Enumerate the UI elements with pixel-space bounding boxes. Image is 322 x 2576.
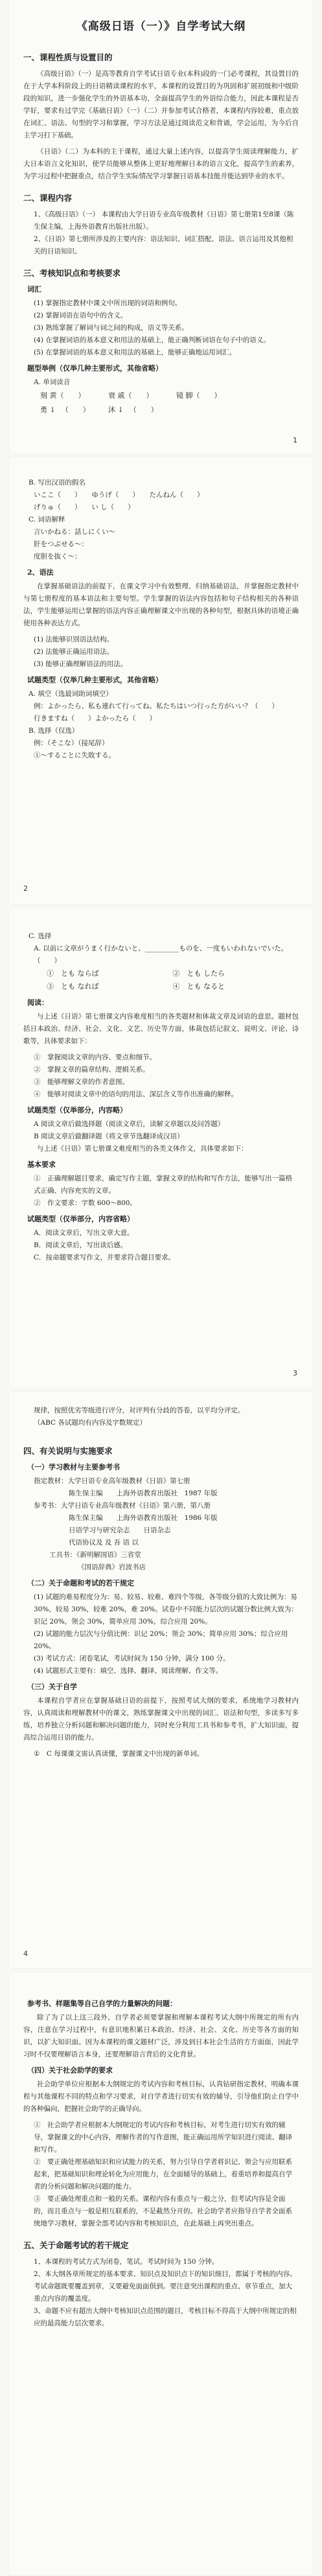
subheading: （四）关于社会助学的要求 <box>27 2066 113 2075</box>
document-page-2 <box>9 457 313 904</box>
list-item: (2) 法能够正确运用语法。 <box>34 648 114 656</box>
choice: ① とも ならば <box>47 969 99 978</box>
section-heading: 三、考核知识点和考核要求 <box>23 268 121 278</box>
paragraph: 1、《高级日语》（一） 本课程由大学日语专业高年级教材《日语》第七册第1至8课（陈生保主编，上海外语教育出版社出版）。 <box>34 211 294 231</box>
subheading: 题型举例（仅举几种主要形式，其他省略） <box>27 364 163 373</box>
page-number: 4 <box>23 1949 28 1958</box>
subheading: 词汇 <box>27 285 41 293</box>
paragraph: 除了为了以上这三段外，自学者必须要掌握和理解本课程考试大纲中所规定的所有内容，注意在学习过程中，有意识地积累日本政治、经济、社会、文化、历史等各方面的知识，以扩大知识面。因为本课程的课文题材广泛，涉及到日本社会生活的方方面面，因此学习时不仅要理解语言本身，还要理解语言背后的文化背景。 <box>23 2014 299 2058</box>
list-item: ③ 能够理解文章的作者意图。 <box>34 1078 129 1086</box>
list-item: ④ 能够对阅读文章中的语句的用法、深层含义等作出准确的解释。 <box>34 1090 238 1098</box>
list-item: (3) 熟练掌握了解词与词之间的构成，语义等关系。 <box>34 324 189 332</box>
list-item: B 阅读文章后做翻译题（将文章节选翻译成汉语） <box>34 1133 184 1140</box>
list-item: 工具书：《新明解国语》三省堂 <box>49 1551 141 1559</box>
document-page-1 <box>9 0 313 454</box>
list-item: 3、命题不应有超出大纲中考核知识点范围的题目，考核目标不得高于大纲中所规定的相应的最高能力层次要求。 <box>34 2307 297 2327</box>
list-item: 《国语辞典》岩波书店 <box>78 1563 146 1571</box>
list-item: A 阅读文章后做选择题（阅读文章后，读解文章题以及问答题） <box>34 1120 225 1128</box>
list-item: 参考书：大学日语专业高年级教材《日语》第六册，第八册 <box>34 1502 211 1510</box>
subheading: 试题类型（仅举部分，内容略） <box>27 1106 127 1114</box>
exam-item: A. 单词读音 <box>34 378 71 386</box>
list-item: 陈生保主编 上海外语教育出版社 1986 年版 <box>69 1514 218 1522</box>
list-item: ① 掌握阅读文章的内容、要点和细节。 <box>34 1053 156 1061</box>
subheading: （一）学习教材与主要参考书 <box>27 1463 120 1471</box>
page-number: 1 <box>293 436 297 444</box>
vocab-item: 衰 戚（ ） <box>108 391 154 400</box>
exam-item: B. 写出汉语的假名 <box>29 479 86 487</box>
list-item: 指定教材：大学日语专业高年级教材《日语》第七册 <box>34 1477 190 1485</box>
list-item: A．阅读文章后，写出文章大意。 <box>34 1229 134 1237</box>
exam-line: 行きますね（ ）よかったら（ ） <box>34 715 156 722</box>
section-heading: 一、课程性质与设置目的 <box>23 52 113 62</box>
list-item: C．按命题要求写作文，并要求符合题目要求。 <box>34 1254 176 1261</box>
subheading: 基本要求 <box>27 1160 56 1169</box>
vocab-item: 刻 黄（ ） <box>40 391 86 400</box>
list-item: (1) 试题的难易程度分为：易、较易、较难、难四个等级，各等级分值的大致比例为：易 30%，较易 30%，较难 20%，难 20%。试卷中不同能力层次的试题分数比例大致为：识记 20%，领会 30%，简单应用 30%，综合应用 20%。 <box>34 1593 298 1626</box>
subheading: 2、语法 <box>27 568 54 577</box>
exam-line: A. 以前に文章がうまく行かないと、__________ものを、一度もいわれないでいた。（ ） <box>34 945 288 965</box>
paragraph: 《高级日语》（一）是高等教育自学考试日语专业(本科)段的一门必考课程，其设置目的在于大学本科阶段上的日语精读课程的水平，本课程的设置目的为巩固和扩展初级和中级阶段的知识，进一步强化学生的外语基本功，全面提高学生的外语综合能力，因此本课程是否学好，要求有过学完《基础日语》（一）（二）并参加考试合格者，本课程内容较难，重点放在词汇、语法、句型的学习和掌握，学习方法是通过阅读范文和背诵，学会运用，为今后自主学习打下基础。 <box>23 70 299 139</box>
choice: ② とも したら <box>172 969 225 978</box>
list-item: (3) 考试方式：闭卷笔试，考试时间为 150 分钟，满分 100 分。 <box>34 1655 230 1662</box>
list-item: 1、本课程的考试方式为闭卷，笔试。考试时间为 150 分钟。 <box>34 2258 219 2266</box>
list-item: ① 社会助学者应根据本大纲规定的考试内容和考核目标，对考生进行切实有效的辅导，掌握课文的中心内容，理解作者的写作意图，能正确运用所学知识进行阅读、翻译和写作。 <box>34 2121 292 2154</box>
list-item: 陈生保主编 上海外语教育出版社 1987 年版 <box>69 1489 218 1497</box>
paragraph: 2、《日语》第七册所涉及的主要内容：语法知识、词汇搭配、语法、语言运用及其他相关的日语知识。 <box>34 235 293 255</box>
paragraph: 规律，按照优劣等级进行评分，对评判有分歧的答卷，以平均分评定。 <box>34 1407 245 1414</box>
list-item: (1) 掌握指定教材中课文中所出现的词语和例句。 <box>34 299 182 307</box>
list-item: (2) 掌握词语在语句中的含义。 <box>34 312 128 319</box>
subheading: 试题类型（仅举几种主要形式，其他省略） <box>27 676 163 684</box>
list-item: ② 作文要求：字数 600～800。 <box>34 1199 137 1207</box>
exam-item: B. 选择（仅选） <box>29 727 79 735</box>
list-item: 代语协议及 及 吾 语 以 <box>69 1539 139 1547</box>
list-item: ③ 要正确处理重点和一般的关系。课程内容有重点与一般之分，但考试内容是全面的，而且重点与一般是相互联系的，不是截然分开的。社会助学者应指导自学者全面系统地学习教材，掌握全部考试内容和考核知识点，在此基础上再突出重点。 <box>34 2195 292 2227</box>
list-item: (4) 试题形式主要有：填空、选择、翻译、阅读理解、作文等。 <box>34 1667 223 1675</box>
vocab-item: 沐 ↓ （ ） <box>108 406 158 414</box>
list-item: 日语学习与研究杂志 日语杂志 <box>69 1526 171 1534</box>
choice: ③ とも なれば <box>47 982 99 991</box>
subheading: 参考书、样题集等自己自学的力量解决的问题： <box>27 1999 177 2008</box>
document-page-4 <box>9 1392 313 1968</box>
subheading: （二）关于命题和考试的若干规定 <box>27 1579 134 1587</box>
exam-item: A. 填空（选最词助词填空） <box>29 690 113 698</box>
exam-line: 度胆を抜く～： <box>34 553 82 560</box>
paragraph: 社会助学单位应根据本大纲规定的考试内容和考核目标，认真钻研指定教材，明确本课程与其他课程不同的特点和学习要求，对自学者进行切实有效的辅导，引导他们防止自学中的各种偏向，把握社会助学的正确导向。 <box>23 2080 299 2113</box>
exam-item: C. 词语解释 <box>29 516 65 523</box>
list-item: (5) 在掌握词语的基本意义和用法的基础上，能够正确地运用词汇。 <box>34 349 236 356</box>
exam-line: 肝をつぶせる～： <box>34 540 88 548</box>
paragraph: 与上述《日语》第七册课文难度相当的各类文体作文，具体要求如下： <box>37 1145 248 1153</box>
list-item: 2、本大纲各章所规定的基本要求、知识点及知识点下的知识细目，都属于考核的内容。考试命题既要覆盖到章，又要避免面面俱到。要注意突出课程的重点、章节重点，加大重点内容的覆盖度。 <box>34 2270 297 2303</box>
paragraph: 本课程自学者应在掌握基础日语的前提下，按照考试大纲的要求，系统地学习教材内容，认真阅读和理解教材中的课文，熟练掌握课文中出现的词汇、语法和句型，多读多写多练，培养独立分析问题和解决问题的能力，同时充分利用工具书和参考书，扩大知识面，提高综合运用日语的能力。 <box>23 1697 299 1742</box>
list-item: B．阅读文章后，写出读后感。 <box>34 1241 128 1249</box>
vocab-item: 勇 ↓ （ ） <box>40 406 90 414</box>
subheading: 阅读： <box>27 998 49 1007</box>
exam-line: 言いかねる：話しにくい～ <box>34 528 115 536</box>
list-item: ① 正确理解题目要求，确定写作主题，掌握文章的结构和写作方法，能够写出一篇格式正确、内容充实的文章。 <box>34 1175 292 1195</box>
section-heading: 二、课程内容 <box>23 193 73 203</box>
exam-line: ①～することに失敗する。 <box>34 752 115 759</box>
exam-line: 例：よかったら、私も連れて行ってね。私たちはいつ行った方がいい？（ ） <box>34 702 279 710</box>
exam-line: いここ（ ） ゆうげ（ ） たんねん（ ） <box>34 491 204 499</box>
list-item: ② 要正确处理基础知识和应试能力的关系，努力引导自学者将识记、领会与应用联系起来，把基础知识和理论转化为应用能力，在全面辅导的基础上，着重培养和提高自学者的分析问题和解决问题的能力。 <box>34 2158 292 2191</box>
vocab-item: 镜 脚（ ） <box>176 391 222 400</box>
page-number: 2 <box>23 884 28 893</box>
paragraph: 在掌握基础语法的前提下，在课文学习中有效整理、归纳基础语法，并掌握指定教材中与第七册程度的基本语法和主要句型。学生掌握的语法内容包括和句子结构相关的各种语法，学生能够运用已掌握的语法内容正确理解课文中出现的各种句型，根据具体的语境正确使用各种表达方式。 <box>23 582 299 627</box>
document-page-3 <box>9 908 313 1388</box>
paragraph: 《日语》（二）为本科的主干课程，通过大量上述内容，以提高学生阅读理解能力，扩大日本语言文化知识，使学员能够从整体上更好地理解日本的语言文化，提高学生的素养，为学习过程中把握重点，结合学生实际情况学习掌握日语基本技能并能达到毕业的水平。 <box>23 148 299 180</box>
choice: ④ とも なると <box>172 982 225 991</box>
paragraph: （ABC 各试题均有内容及字数规定） <box>34 1419 146 1427</box>
section-heading: 四、有关说明与实施要求 <box>23 1446 113 1456</box>
list-item: (1) 法能够识别语法结构。 <box>34 636 114 643</box>
list-item: ② 掌握文章的篇章结构、逻辑关系。 <box>34 1066 150 1074</box>
vocab-list <box>23 389 299 417</box>
subheading: （三）关于自学 <box>27 1683 77 1691</box>
list-item: (3) 能够正确理解语法的用法。 <box>34 660 128 668</box>
exam-item: C. 选择 <box>29 932 52 940</box>
exam-line: 例：（そこな）（接尾辞） <box>34 739 109 747</box>
page-number: 3 <box>293 1369 297 1377</box>
section-heading: 五、关于命题考试的若干规定 <box>23 2240 129 2250</box>
list-item: ① C 每课课文需认真读懂，掌握课文中出现的新单词。 <box>34 1750 204 1758</box>
paragraph: 与上述《日语》第七册课文内容难度相当的各类题材和体裁文章及词语的意思。题材包括日本政治、经济、社会、文化、文艺、历史等方面，体裁包括记叙文、说明文、评论、诗歌等，具体要求如下： <box>23 1013 299 1045</box>
document-title: 《高级日语（一）》自学考试大纲 <box>76 20 246 33</box>
list-item: (4) 在掌握词语的基本意义和用法的基础上，能正确判断词语在句子中的语义。 <box>34 336 270 344</box>
document-page-5 <box>9 1972 313 2575</box>
subheading: 试题类型（仅举部分，内容省略） <box>27 1215 134 1223</box>
choice-list <box>23 967 299 993</box>
list-item: (2) 试题的能力层次与分值比例：识记 20%；领会 30%；简单应用 30%；综合应用 20%。 <box>34 1630 288 1650</box>
exam-line: げりゅ（ ） い し（ ） <box>34 503 135 511</box>
